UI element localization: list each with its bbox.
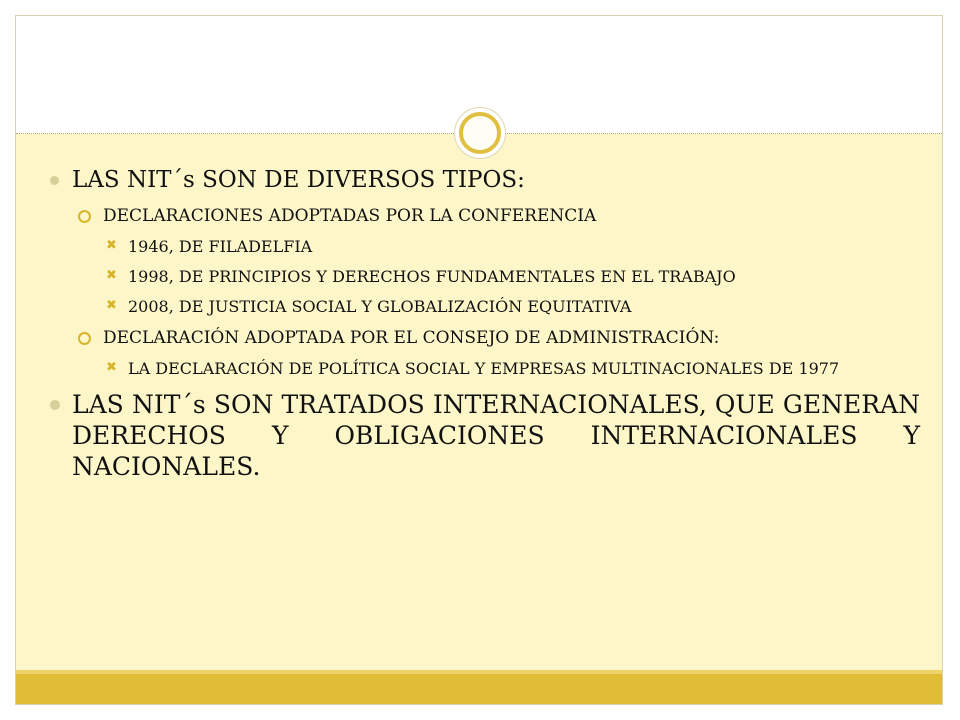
- bullet-item: [40, 165, 920, 195]
- bullet-item: [40, 389, 920, 482]
- sub-sub-bullet-text: 1998, DE PRINCIPIOS Y DERECHOS FUNDAMENTALES EN EL TRABAJO: [128, 267, 736, 286]
- star-cross-bullet-icon: ✖: [106, 238, 117, 253]
- filled-circle-bullet-icon: [50, 400, 60, 410]
- star-cross-bullet-icon: ✖: [106, 360, 117, 375]
- sub-bullet-text: DECLARACIÓN ADOPTADA POR EL CONSEJO DE ADMINISTRACIÓN:: [103, 328, 720, 348]
- bullet-text: LAS NIT´s SON DE DIVERSOS TIPOS:: [72, 167, 525, 193]
- hollow-circle-bullet-icon: [78, 332, 91, 345]
- sub-sub-bullet-text: 1946, DE FILADELFIA: [128, 237, 313, 256]
- filled-circle-bullet-icon: [50, 176, 59, 185]
- sub-sub-bullet-item: [40, 297, 920, 317]
- sub-bullet-item: [40, 327, 920, 349]
- sub-sub-bullet-text: 2008, DE JUSTICIA SOCIAL Y GLOBALIZACIÓN EQUITATIVA: [128, 297, 632, 316]
- star-cross-bullet-icon: ✖: [106, 268, 117, 283]
- footer-bar: [16, 670, 942, 704]
- sub-bullet-item: [40, 205, 920, 227]
- bullet-text: LAS NIT´s SON TRATADOS INTERNACIONALES, QUE GENERAN DERECHOS Y OBLIGACIONES INTERNACIONALES Y NACIONALES.: [72, 390, 920, 481]
- sub-sub-bullet-text: LA DECLARACIÓN DE POLÍTICA SOCIAL Y EMPRESAS MULTINACIONALES DE 1977: [128, 359, 840, 378]
- sub-sub-bullet-item: [40, 267, 920, 287]
- sub-sub-bullet-item: [40, 359, 920, 379]
- star-cross-bullet-icon: ✖: [106, 298, 117, 313]
- circle-ornament-ring: [459, 112, 501, 154]
- hollow-circle-bullet-icon: [78, 210, 91, 223]
- slide-body: [40, 165, 920, 482]
- sub-sub-bullet-item: [40, 237, 920, 257]
- sub-bullet-text: DECLARACIONES ADOPTADAS POR LA CONFERENCIA: [103, 206, 597, 226]
